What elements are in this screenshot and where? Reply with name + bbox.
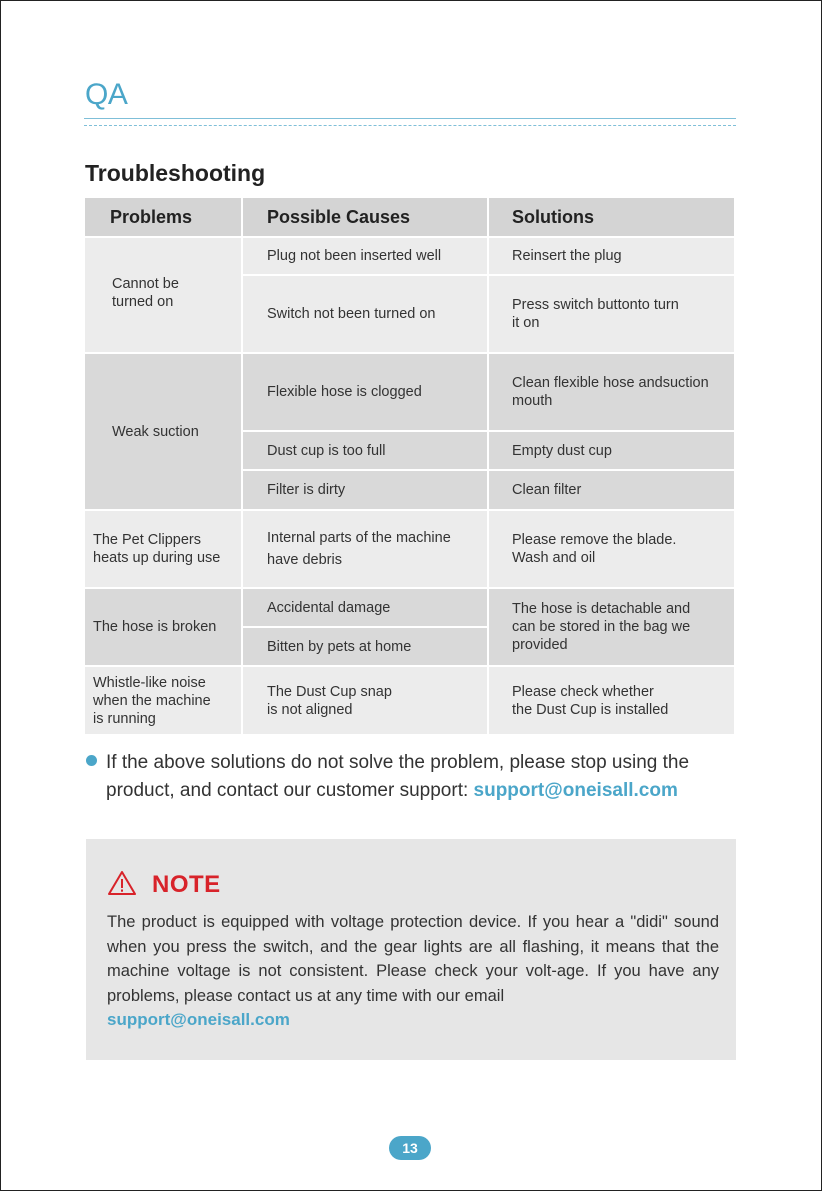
solution-cell [489, 589, 734, 665]
solution-cell [489, 667, 734, 734]
cause-text: Filter is dirty [267, 482, 346, 498]
header-solutions: Solutions [489, 198, 734, 236]
cause-text: Switch not been turned on [267, 306, 436, 322]
cause-cell [243, 238, 487, 274]
solution-text: The hose is detachable and can be stored in the bag we provided [512, 601, 691, 653]
solution-text: Empty dust cup [512, 442, 612, 459]
problem-text: Whistle-like noise when the machine is running [93, 674, 211, 727]
cause-cell [243, 432, 487, 469]
warning-triangle-icon [107, 870, 137, 896]
title-divider [84, 118, 736, 119]
problem-cell [85, 511, 241, 587]
cause-cell [243, 589, 487, 626]
solution-cell [489, 238, 734, 274]
bullet-icon [86, 755, 97, 766]
cause-text: The Dust Cup snap is not aligned [267, 683, 392, 718]
section-title: QA [85, 78, 128, 111]
cause-cell [243, 511, 487, 587]
problem-text: The Pet Clippers heats up during use [93, 532, 221, 566]
cause-cell [243, 471, 487, 509]
cause-cell [243, 354, 487, 430]
solution-text: Reinsert the plug [512, 248, 622, 264]
solution-text: Please remove the blade. Wash and oil [512, 532, 677, 566]
solution-cell [489, 354, 734, 430]
cause-text: Internal parts of the machine have debris [267, 530, 451, 568]
cause-cell [243, 628, 487, 665]
note-title: NOTE [152, 871, 221, 898]
solution-cell [489, 432, 734, 469]
solution-text: Please check whether the Dust Cup is installed [512, 683, 669, 718]
solution-text: Press switch buttonto turn it on [512, 297, 679, 331]
problem-cell [85, 667, 241, 734]
note-box [86, 839, 736, 1060]
solution-cell [489, 511, 734, 587]
cause-text: Accidental damage [267, 599, 391, 616]
page-number-badge: 13 [389, 1136, 431, 1160]
note-email-link[interactable]: support@oneisall.com [107, 1010, 290, 1029]
problem-cell [85, 589, 241, 665]
cause-text: Bitten by pets at home [267, 638, 412, 655]
solution-text: Clean flexible hose andsuction mouth [512, 375, 709, 409]
problem-text: Cannot be turned on [112, 276, 179, 310]
header-problems: Problems [85, 198, 241, 236]
problem-cell [85, 354, 241, 509]
cause-text: Dust cup is too full [267, 442, 386, 459]
cause-cell [243, 667, 487, 734]
solution-cell [489, 471, 734, 509]
support-text: If the above solutions do not solve the problem, please stop using the product, and contact our customer support: [106, 752, 690, 801]
title-divider-dashed [84, 125, 736, 126]
troubleshooting-heading: Troubleshooting [85, 160, 266, 186]
problem-cell [85, 238, 241, 352]
cause-text: Plug not been inserted well [267, 248, 442, 264]
note-text: The product is equipped with voltage protection device. If you hear a "didi" sound when you press the switch, and the gear lights are all flashing, it means that the machine voltage is not consistent. Please check your volt-age. If you have any problems, please contact us at any time with our email [107, 913, 719, 1005]
support-paragraph [106, 749, 736, 805]
solution-cell [489, 276, 734, 352]
header-possible-causes: Possible Causes [243, 198, 487, 236]
problem-text: Weak suction [112, 423, 199, 440]
cause-text: Flexible hose is clogged [267, 384, 422, 400]
note-body [107, 910, 719, 1033]
support-email-link[interactable]: support@oneisall.com [473, 780, 678, 801]
solution-text: Clean filter [512, 482, 582, 498]
problem-text: The hose is broken [93, 619, 217, 635]
cause-cell [243, 276, 487, 352]
